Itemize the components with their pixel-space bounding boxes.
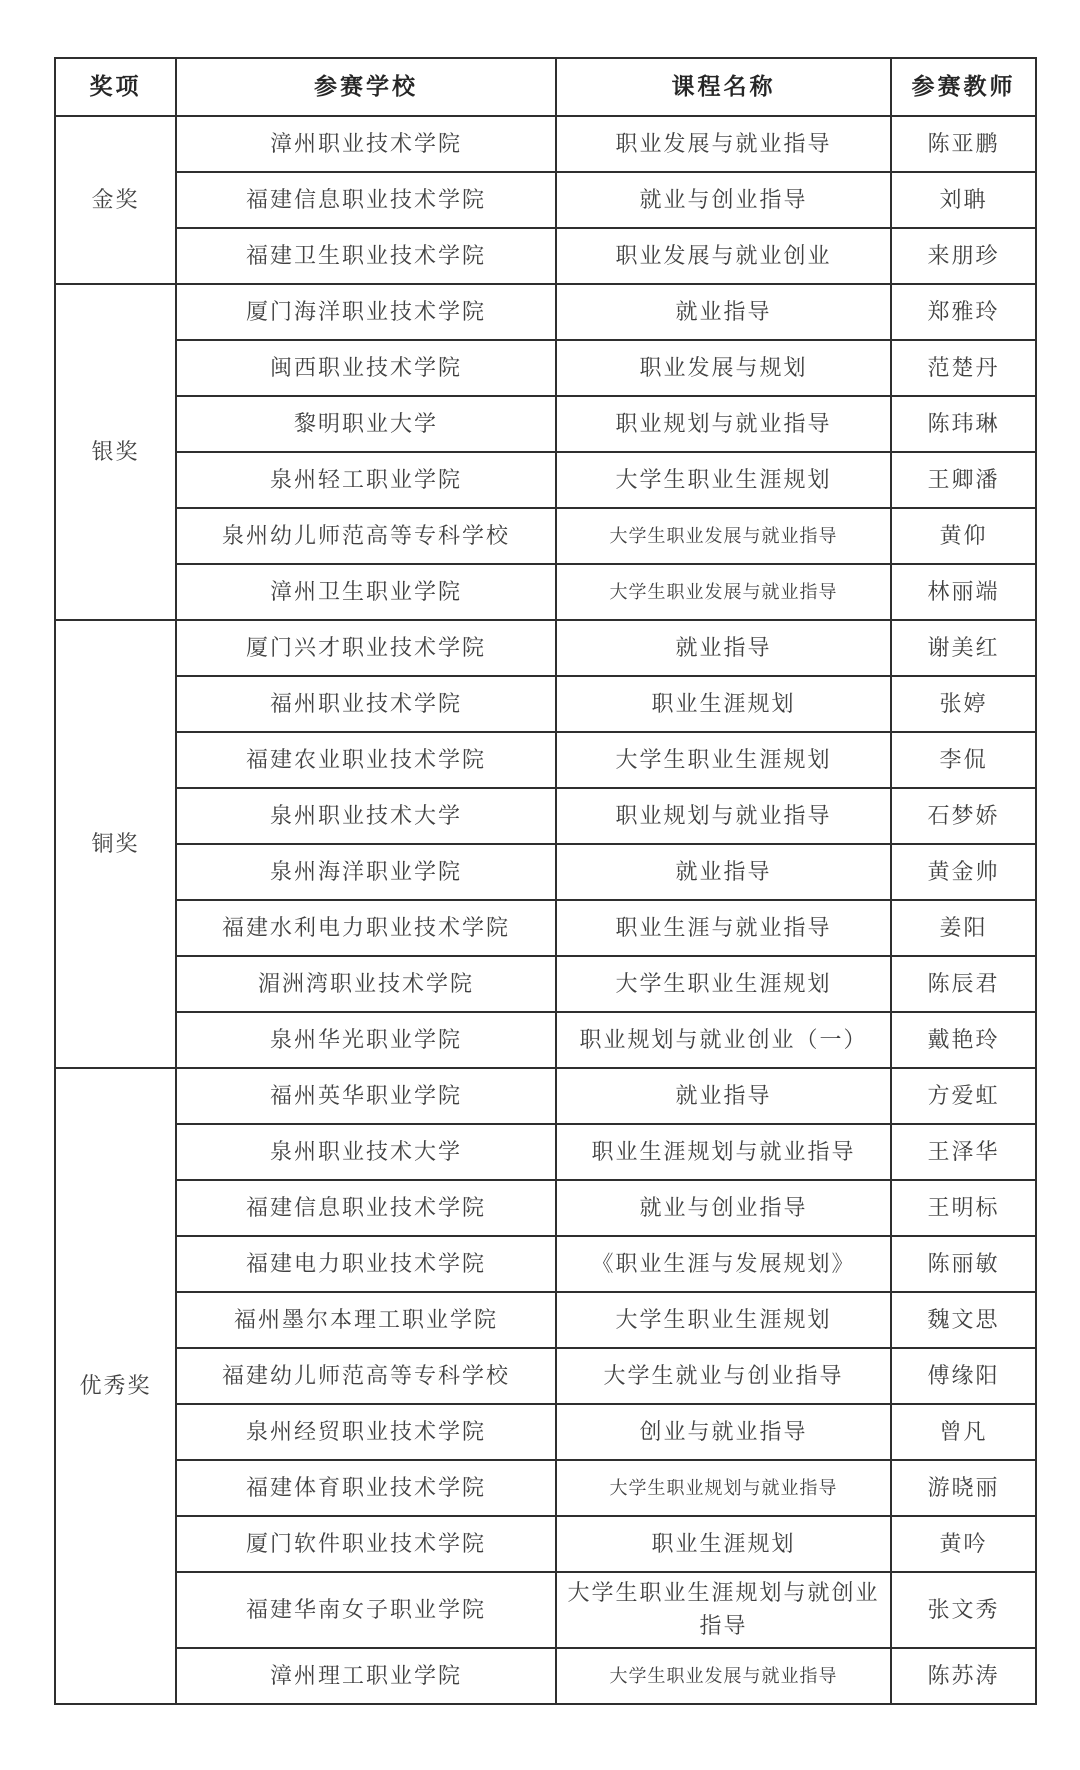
course-cell: 就业指导: [556, 1068, 891, 1124]
table-row: [55, 1236, 1036, 1292]
teacher-cell: 魏文思: [891, 1292, 1036, 1348]
table-row: [55, 1460, 1036, 1516]
table-row: [55, 1068, 1036, 1124]
table-row: [55, 956, 1036, 1012]
school-cell: 福州墨尔本理工职业学院: [176, 1292, 556, 1348]
school-cell: 福建卫生职业技术学院: [176, 228, 556, 284]
teacher-cell: 曾凡: [891, 1404, 1036, 1460]
school-cell: 福建信息职业技术学院: [176, 172, 556, 228]
school-cell: 泉州职业技术大学: [176, 788, 556, 844]
school-cell: 福建体育职业技术学院: [176, 1460, 556, 1516]
teacher-cell: 陈辰君: [891, 956, 1036, 1012]
school-cell: 泉州海洋职业学院: [176, 844, 556, 900]
table-row: [55, 1124, 1036, 1180]
course-cell: 职业发展与规划: [556, 340, 891, 396]
award-results-table: [54, 57, 1037, 1705]
school-cell: 黎明职业大学: [176, 396, 556, 452]
table-row: [55, 508, 1036, 564]
school-cell: 漳州职业技术学院: [176, 116, 556, 172]
course-cell: 就业与创业指导: [556, 1180, 891, 1236]
teacher-cell: 来朋珍: [891, 228, 1036, 284]
school-cell: 泉州经贸职业技术学院: [176, 1404, 556, 1460]
course-cell: 就业指导: [556, 844, 891, 900]
course-cell: 职业发展与就业创业: [556, 228, 891, 284]
course-cell: 就业指导: [556, 620, 891, 676]
table-row: [55, 1404, 1036, 1460]
table-body: [55, 116, 1036, 1704]
table-row: [55, 116, 1036, 172]
teacher-cell: 戴艳玲: [891, 1012, 1036, 1068]
teacher-cell: 黄金帅: [891, 844, 1036, 900]
table-row: [55, 1648, 1036, 1704]
award-cell: 铜奖: [55, 620, 176, 1068]
course-cell: 就业指导: [556, 284, 891, 340]
table-row: [55, 788, 1036, 844]
teacher-cell: 林丽端: [891, 564, 1036, 620]
table-row: [55, 676, 1036, 732]
header-school: 参赛学校: [176, 58, 556, 116]
school-cell: 福建信息职业技术学院: [176, 1180, 556, 1236]
course-cell: 大学生职业发展与就业指导: [556, 508, 891, 564]
course-cell: 职业生涯规划: [556, 676, 891, 732]
course-cell: 大学生职业生涯规划: [556, 732, 891, 788]
teacher-cell: 王卿潘: [891, 452, 1036, 508]
school-cell: 福州英华职业学院: [176, 1068, 556, 1124]
teacher-cell: 傅缘阳: [891, 1348, 1036, 1404]
table-row: [55, 284, 1036, 340]
teacher-cell: 刘聃: [891, 172, 1036, 228]
course-cell: 创业与就业指导: [556, 1404, 891, 1460]
teacher-cell: 范楚丹: [891, 340, 1036, 396]
header-course: 课程名称: [556, 58, 891, 116]
award-cell: 银奖: [55, 284, 176, 620]
school-cell: 厦门软件职业技术学院: [176, 1516, 556, 1572]
table-row: [55, 620, 1036, 676]
award-cell: 优秀奖: [55, 1068, 176, 1704]
table-row: [55, 1348, 1036, 1404]
table-row: [55, 1572, 1036, 1648]
teacher-cell: 郑雅玲: [891, 284, 1036, 340]
course-cell: 职业生涯规划与就业指导: [556, 1124, 891, 1180]
course-cell: 大学生职业发展与就业指导: [556, 564, 891, 620]
course-cell: 《职业生涯与发展规划》: [556, 1236, 891, 1292]
course-cell: 大学生职业规划与就业指导: [556, 1460, 891, 1516]
teacher-cell: 方爱虹: [891, 1068, 1036, 1124]
teacher-cell: 李侃: [891, 732, 1036, 788]
teacher-cell: 王明标: [891, 1180, 1036, 1236]
table-row: [55, 1292, 1036, 1348]
header-row: [55, 58, 1036, 116]
school-cell: 湄洲湾职业技术学院: [176, 956, 556, 1012]
school-cell: 福建电力职业技术学院: [176, 1236, 556, 1292]
school-cell: 泉州幼儿师范高等专科学校: [176, 508, 556, 564]
course-cell: 大学生职业生涯规划: [556, 1292, 891, 1348]
teacher-cell: 石梦娇: [891, 788, 1036, 844]
table-row: [55, 1516, 1036, 1572]
school-cell: 泉州职业技术大学: [176, 1124, 556, 1180]
teacher-cell: 陈亚鹏: [891, 116, 1036, 172]
school-cell: 厦门海洋职业技术学院: [176, 284, 556, 340]
school-cell: 福建农业职业技术学院: [176, 732, 556, 788]
course-cell: 大学生就业与创业指导: [556, 1348, 891, 1404]
teacher-cell: 王泽华: [891, 1124, 1036, 1180]
course-cell: 职业发展与就业指导: [556, 116, 891, 172]
course-cell: 职业生涯规划: [556, 1516, 891, 1572]
award-cell: 金奖: [55, 116, 176, 284]
header-teacher: 参赛教师: [891, 58, 1036, 116]
course-cell: 就业与创业指导: [556, 172, 891, 228]
table-row: [55, 732, 1036, 788]
school-cell: 福建幼儿师范高等专科学校: [176, 1348, 556, 1404]
course-cell: 职业规划与就业指导: [556, 788, 891, 844]
course-cell: 职业规划与就业指导: [556, 396, 891, 452]
table-row: [55, 228, 1036, 284]
header-award: 奖项: [55, 58, 176, 116]
school-cell: 泉州轻工职业学院: [176, 452, 556, 508]
table-row: [55, 564, 1036, 620]
table-row: [55, 1180, 1036, 1236]
table-row: [55, 1012, 1036, 1068]
school-cell: 福建华南女子职业学院: [176, 1572, 556, 1648]
course-cell: 大学生职业生涯规划: [556, 956, 891, 1012]
table-row: [55, 172, 1036, 228]
teacher-cell: 游晓丽: [891, 1460, 1036, 1516]
school-cell: 泉州华光职业学院: [176, 1012, 556, 1068]
school-cell: 福州职业技术学院: [176, 676, 556, 732]
teacher-cell: 陈玮琳: [891, 396, 1036, 452]
table-row: [55, 844, 1036, 900]
course-cell: 大学生职业生涯规划与就创业指导: [556, 1572, 891, 1648]
table-row: [55, 340, 1036, 396]
table-row: [55, 396, 1036, 452]
teacher-cell: 陈丽敏: [891, 1236, 1036, 1292]
school-cell: 闽西职业技术学院: [176, 340, 556, 396]
school-cell: 厦门兴才职业技术学院: [176, 620, 556, 676]
course-cell: 大学生职业生涯规划: [556, 452, 891, 508]
table-header: [55, 58, 1036, 116]
teacher-cell: 谢美红: [891, 620, 1036, 676]
teacher-cell: 姜阳: [891, 900, 1036, 956]
course-cell: 大学生职业发展与就业指导: [556, 1648, 891, 1704]
school-cell: 漳州理工职业学院: [176, 1648, 556, 1704]
teacher-cell: 张文秀: [891, 1572, 1036, 1648]
teacher-cell: 陈苏涛: [891, 1648, 1036, 1704]
school-cell: 福建水利电力职业技术学院: [176, 900, 556, 956]
table-row: [55, 900, 1036, 956]
course-cell: 职业生涯与就业指导: [556, 900, 891, 956]
teacher-cell: 张婷: [891, 676, 1036, 732]
course-cell: 职业规划与就业创业（一）: [556, 1012, 891, 1068]
table-row: [55, 452, 1036, 508]
school-cell: 漳州卫生职业学院: [176, 564, 556, 620]
teacher-cell: 黄仰: [891, 508, 1036, 564]
teacher-cell: 黄吟: [891, 1516, 1036, 1572]
